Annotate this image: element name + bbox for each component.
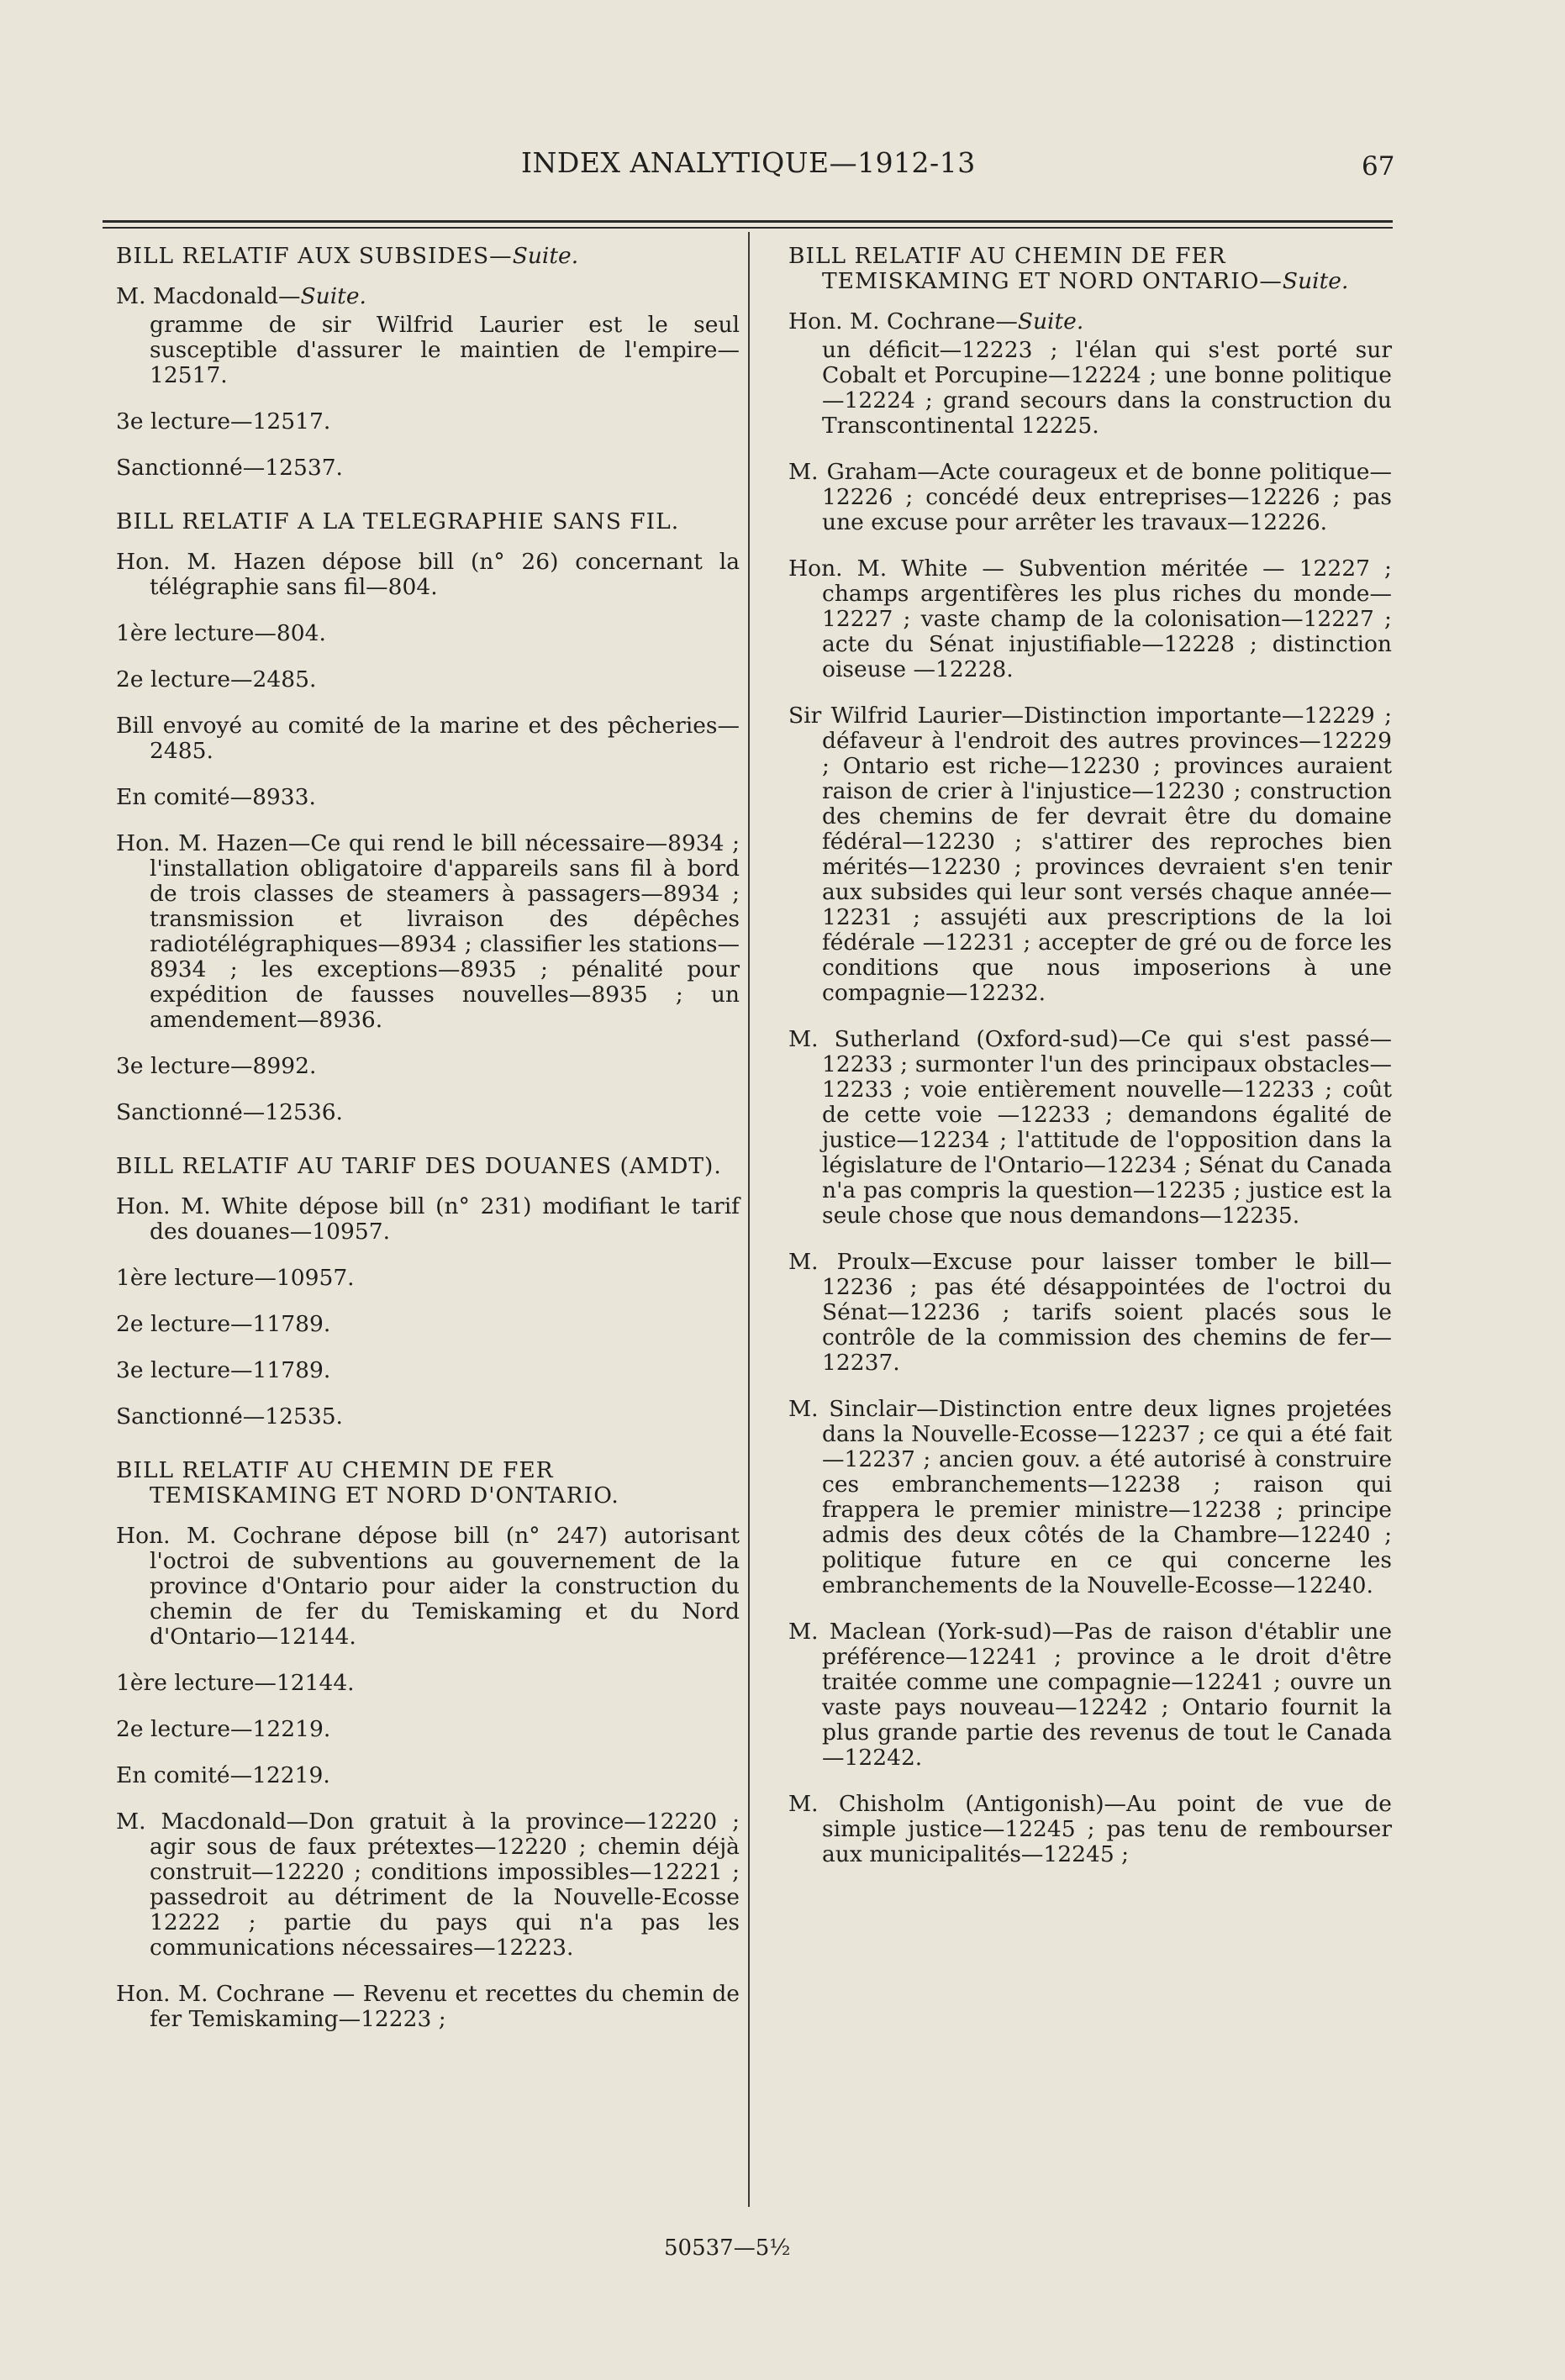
entry-text: Sanctionné—12537. (116, 455, 343, 481)
index-entry (116, 1100, 740, 1125)
entry-text: M. Proulx—Excuse pour laisser tomber le bill—12236 ; pas été désappointées de l'octroi du Sénat—12236 ; tarifs soient placés sous le contrôle de la commission des chemins de fer—12237. (788, 1249, 1392, 1376)
header-rule-bottom (103, 227, 1393, 229)
right-column (788, 244, 1392, 1888)
entry-text: Hon. M. Hazen dépose bill (n° 26) concernant la télégraphie sans fil—804. (116, 549, 740, 600)
entry-text: BILL RELATIF AU TARIF DES DOUANES (AMDT). (116, 1153, 722, 1179)
index-entry (116, 1312, 740, 1337)
left-column (116, 244, 740, 2053)
running-head: INDEX ANALYTIQUE—1912-13 (521, 146, 976, 179)
entry-text: BILL RELATIF AU CHEMIN DE FER TEMISKAMING ET NORD D'ONTARIO. (116, 1457, 619, 1509)
entry-text: 3e lecture—8992. (116, 1053, 317, 1079)
entry-text: 1ère lecture—12144. (116, 1670, 355, 1696)
index-entry (116, 713, 740, 764)
entry-text: Hon. M. White dépose bill (n° 231) modifiant le tarif des douanes—10957. (116, 1193, 740, 1245)
entry-text: un déficit—12223 ; l'élan qui s'est porté sur Cobalt et Porcupine—12224 ; une bonne politique—12224 ; grand secours dans la construction du Transcontinental 12225. (822, 337, 1392, 439)
page-number: 67 (1362, 151, 1395, 182)
entry-text: Hon. M. Cochrane — Revenu et recettes du chemin de fer Temiskaming—12223 ; (116, 1981, 740, 2032)
index-entry (116, 1982, 740, 2032)
index-entry (788, 1619, 1392, 1771)
index-heading (116, 509, 740, 534)
index-entry (116, 1266, 740, 1291)
entry-text: 2e lecture—2485. (116, 666, 317, 692)
index-entry (788, 703, 1392, 1006)
entry-text: 2e lecture—11789. (116, 1311, 331, 1337)
suite-marker: Suite. (1017, 308, 1084, 334)
entry-text: M. Sutherland (Oxford-sud)—Ce qui s'est passé—12233 ; surmonter l'un des principaux obstacles—12233 ; voie entièrement nouvelle—12233 ; coût de cette voie —12233 ; demandons égalité de justice—12234 ; l'attitude de l'opposition dans la législature de l'Ontario—12234 ; Sénat du Canada n'a pas compris la question—12235 ; justice est la seule chose que nous demandons—12235. (788, 1026, 1392, 1229)
index-entry (788, 1792, 1392, 1867)
entry-text: 1ère lecture—804. (116, 620, 326, 646)
index-entry (116, 785, 740, 810)
index-heading (116, 1154, 740, 1179)
entry-text: Hon. M. Cochrane— (788, 308, 1018, 334)
entry-text: 3e lecture—12517. (116, 408, 331, 434)
entry-text: M. Graham—Acte courageux et de bonne politique—12226 ; concédé deux entreprises—12226 ; pas une excuse pour arrêter les travaux—12226. (788, 459, 1392, 535)
index-entry (788, 556, 1392, 682)
entry-text: 3e lecture—11789. (116, 1357, 331, 1383)
index-entry (116, 1809, 740, 1961)
index-heading (116, 244, 740, 269)
printer-signature: 50537—5½ (664, 2235, 791, 2261)
index-entry (116, 667, 740, 692)
entry-text: Hon. M. Hazen—Ce qui rend le bill nécessaire—8934 ; l'installation obligatoire d'appareils sans fil à bord de trois classes de steamers à passagers—8934 ; transmission et livraison des dépêches radiotélégraphiques—8934 ; classifier les stations—8934 ; les exceptions—8935 ; pénalité pour expédition de fausses nouvelles—8935 ; un amendement—8936. (116, 830, 740, 1033)
index-entry (116, 284, 740, 309)
entry-text: Sir Wilfrid Laurier—Distinction importante—12229 ; défaveur à l'endroit des autres provinces—12229 ; Ontario est riche—12230 ; provinces auraient raison de crier à l'injustice—12230 ; construction des chemins de fer devrait être du domaine fédéral—12230 ; s'attirer des reproches bien mérités—12230 ; provinces devraient s'en tenir aux subsides qui leur sont versés chaque année—12231 ; assujéti aux prescriptions de la loi fédérale —12231 ; accepter de gré ou de force les conditions que nous imposerions à une compagnie—12232. (788, 703, 1392, 1006)
index-entry-continuation (788, 338, 1392, 439)
index-entry (788, 1397, 1392, 1598)
index-entry (788, 460, 1392, 535)
index-entry (116, 1763, 740, 1788)
entry-text: BILL RELATIF AUX SUBSIDES— (116, 243, 513, 269)
entry-text: M. Chisholm (Antigonish)—Au point de vue de simple justice—12245 ; pas tenu de rembourser aux municipalités—12245 ; (788, 1791, 1392, 1867)
entry-text: M. Macdonald—Don gratuit à la province—12220 ; agir sous de faux prétextes—12220 ; chemin déjà construit—12220 ; conditions impossibles—12221 ; passedroit au détriment de la Nouvelle-Ecosse 12222 ; partie du pays qui n'a pas les communications nécessaires—12223. (116, 1809, 740, 1961)
entry-text: Sanctionné—12535. (116, 1403, 343, 1430)
suite-marker: Suite. (512, 243, 579, 269)
index-entry (116, 455, 740, 481)
entry-text: En comité—8933. (116, 784, 316, 810)
entry-text: Hon. M. White — Subvention méritée — 12227 ; champs argentifères les plus riches du monde—12227 ; vaste champ de la colonisation—12227 ; acte du Sénat injustifiable—12228 ; distinction oiseuse —12228. (788, 556, 1392, 682)
entry-text: BILL RELATIF A LA TELEGRAPHIE SANS FIL. (116, 508, 680, 534)
suite-marker: Suite. (300, 283, 366, 309)
header-rule-top (103, 220, 1393, 223)
entry-text: M. Macdonald— (116, 283, 301, 309)
entry-text: Bill envoyé au comité de la marine et des pêcheries—2485. (116, 713, 740, 764)
index-entry-continuation (116, 313, 740, 388)
index-entry (116, 409, 740, 434)
index-entry (116, 621, 740, 646)
index-entry (116, 1194, 740, 1245)
entry-text: 1ère lecture—10957. (116, 1265, 355, 1291)
entry-text: 2e lecture—12219. (116, 1716, 331, 1742)
index-entry (788, 1027, 1392, 1229)
index-entry (116, 1671, 740, 1696)
entry-text: M. Maclean (York-sud)—Pas de raison d'établir une préférence—12241 ; province a le droit d'être traitée comme une compagnie—12241 ; ouvre un vaste pays nouveau—12242 ; Ontario fournit la plus grande partie des revenus de tout le Canada—12242. (788, 1619, 1392, 1771)
index-entry (116, 1717, 740, 1742)
entry-text: Hon. M. Cochrane dépose bill (n° 247) autorisant l'octroi de subventions au gouvernement de la province d'Ontario pour aider la construction du chemin de fer du Temiskaming et du Nord d'Ontario—12144. (116, 1523, 740, 1650)
entry-text: gramme de sir Wilfrid Laurier est le seul susceptible d'assurer le maintien de l'empire—12517. (150, 312, 740, 388)
entry-text: M. Sinclair—Distinction entre deux lignes projetées dans la Nouvelle-Ecosse—12237 ; ce qui a été fait—12237 ; ancien gouv. a été autorisé à construire ces embranchements—12238 ; raison qui frappera le premier ministre—12238 ; principe admis des deux côtés de la Chambre—12240 ; politique future en ce qui concerne les embranchements de la Nouvelle-Ecosse—12240. (788, 1396, 1392, 1598)
index-entry (788, 1250, 1392, 1376)
index-entry (116, 1404, 740, 1430)
index-entry (116, 550, 740, 600)
suite-marker: Suite. (1282, 268, 1349, 294)
index-heading (116, 1458, 740, 1509)
entry-text: Sanctionné—12536. (116, 1099, 343, 1125)
entry-text: En comité—12219. (116, 1762, 330, 1788)
column-divider (748, 232, 750, 2207)
index-entry (116, 1524, 740, 1650)
index-heading (788, 244, 1392, 294)
index-entry (116, 1358, 740, 1383)
index-entry (788, 309, 1392, 334)
index-entry (116, 831, 740, 1033)
entry-text: BILL RELATIF AU CHEMIN DE FER TEMISKAMING ET NORD ONTARIO— (788, 243, 1283, 294)
index-entry (116, 1054, 740, 1079)
